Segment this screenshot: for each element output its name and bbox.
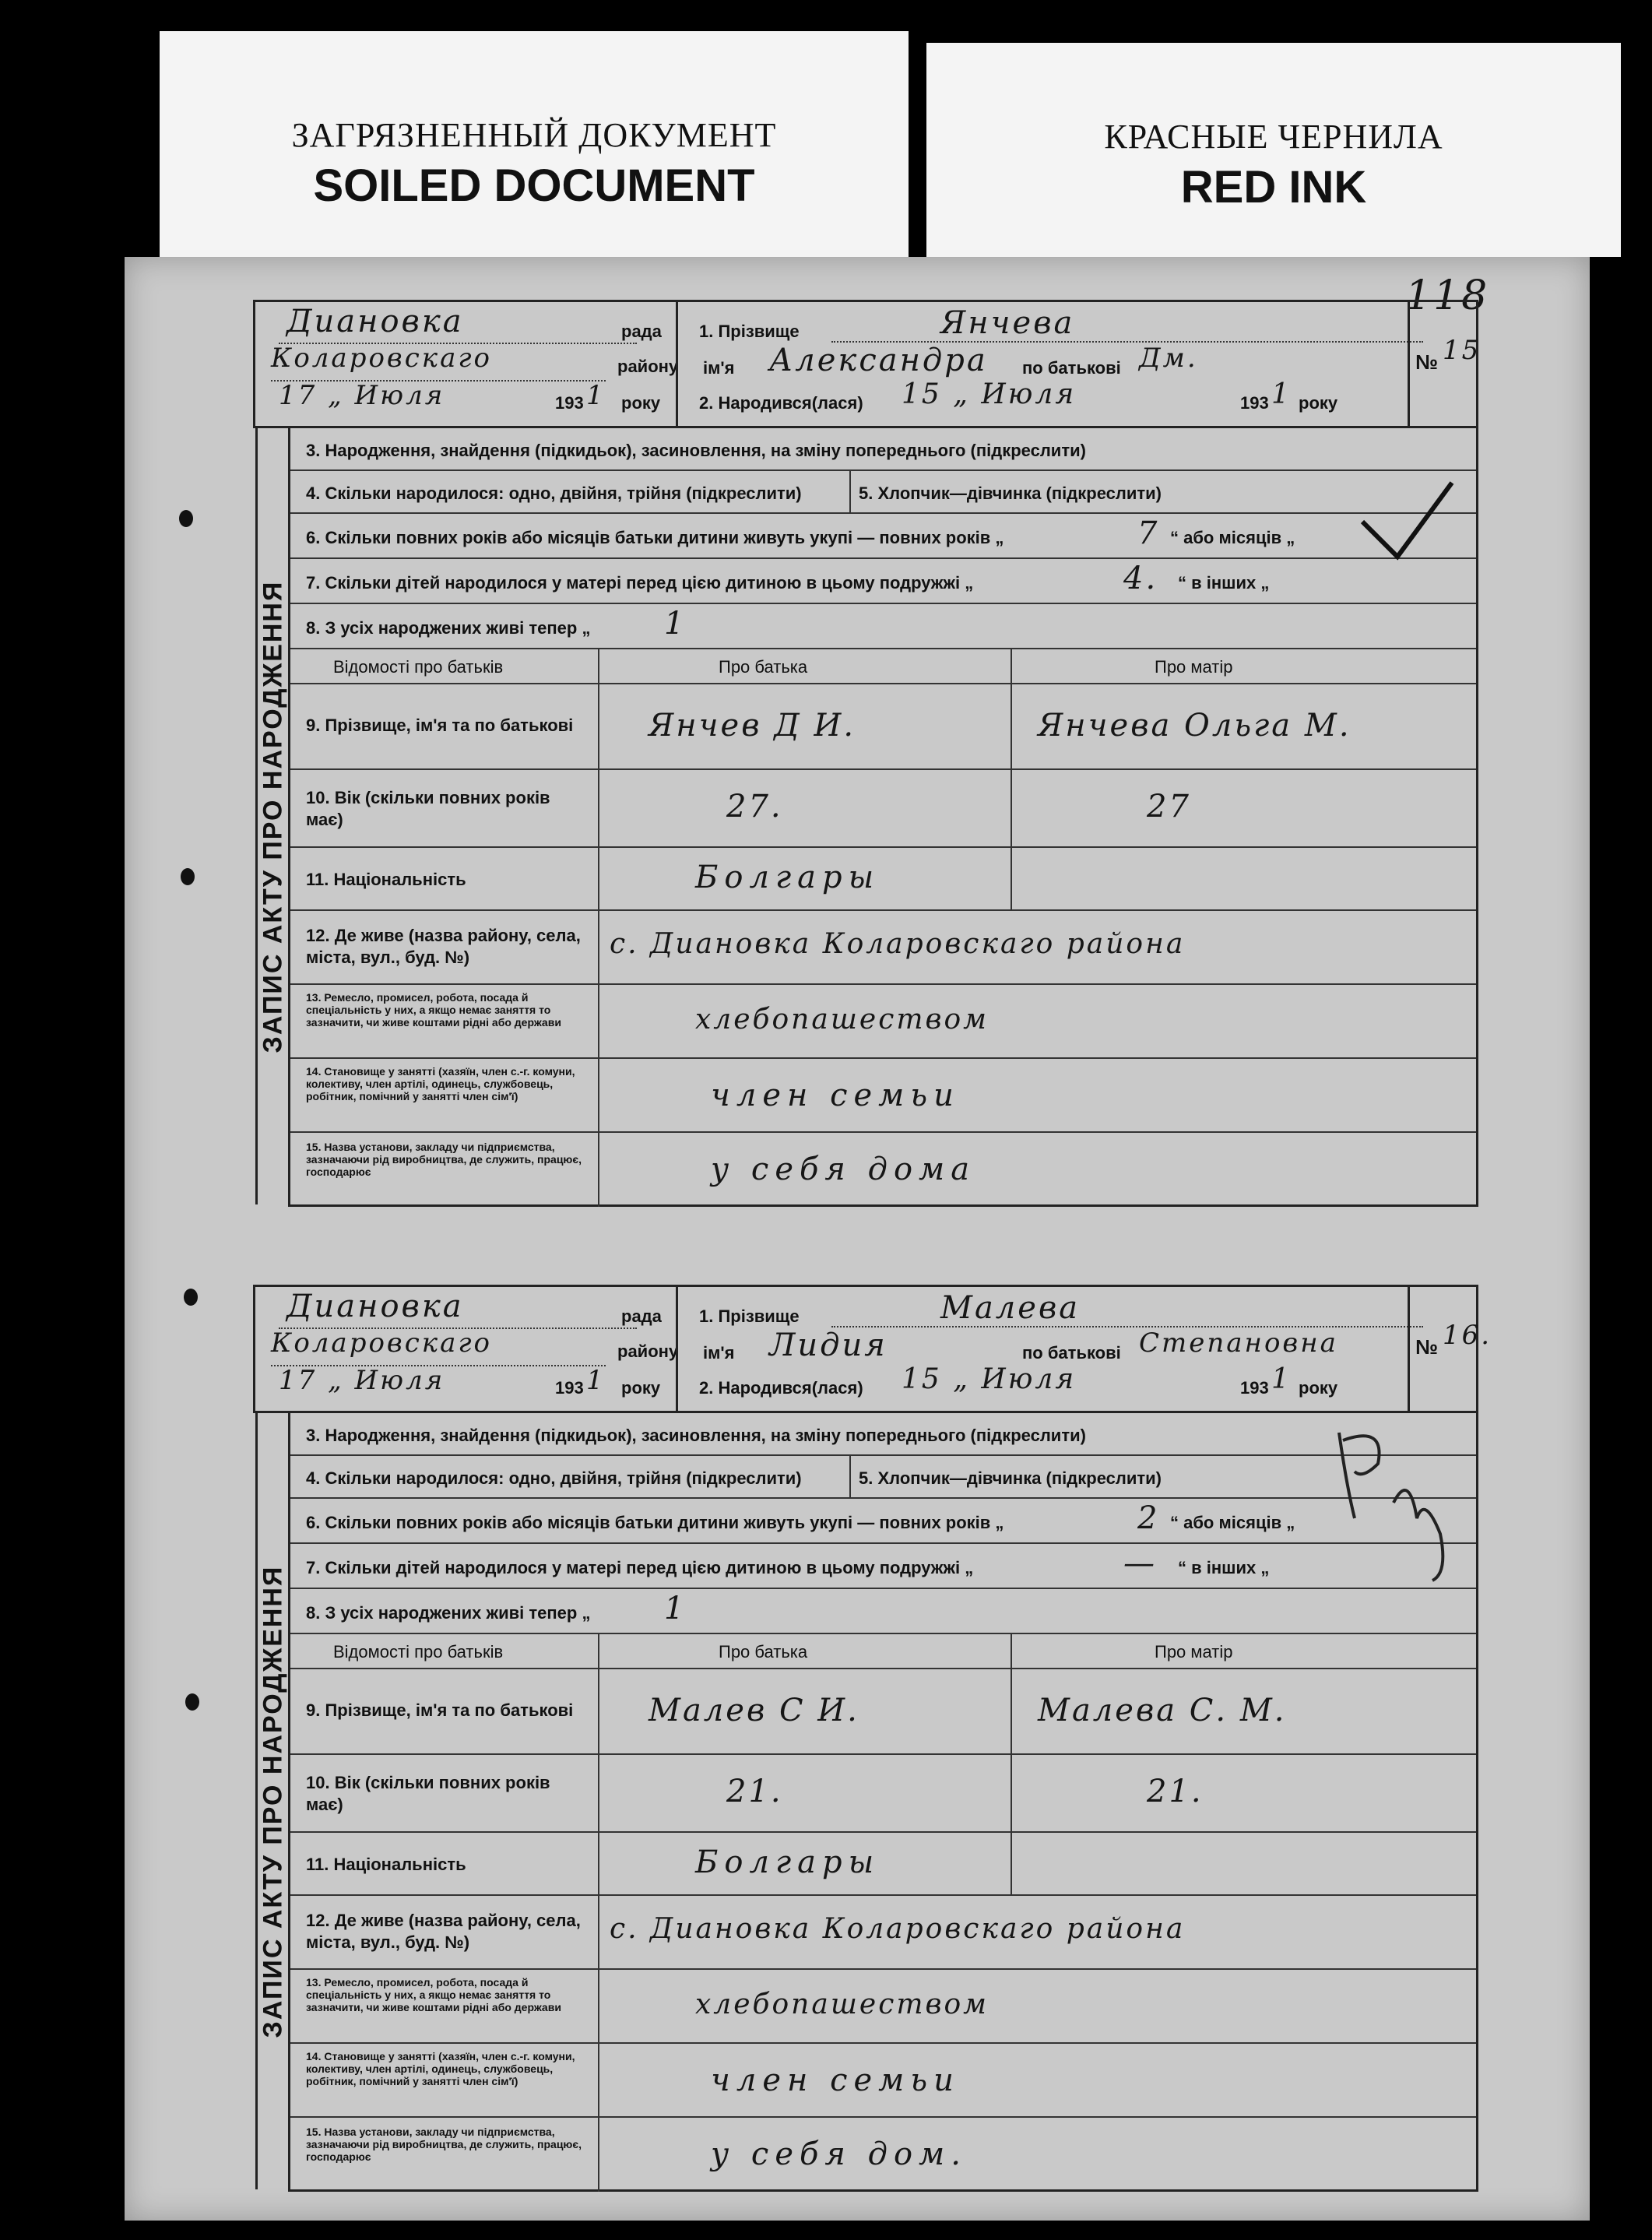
field-6b-label: “ або місяців „: [1170, 528, 1295, 547]
side-title: [255, 428, 290, 1204]
field-13-label: 13. Ремесло, промисел, робота, посада й спеціальність у них, а якщо немає заняття то зазначити, чи живе коштами рідні або держави: [306, 991, 561, 1029]
born-year-label: року: [1299, 393, 1338, 413]
patronymic-label: по батькові: [1022, 1343, 1121, 1363]
nationality-value: Болгары: [695, 860, 880, 895]
born-value: 15 „ Июля: [902, 1363, 1077, 1395]
surname-label: 1. Прізвище: [699, 322, 800, 341]
children-before-value: —: [1123, 1545, 1157, 1581]
field-7b-label: “ в інших „: [1178, 1558, 1270, 1577]
field-4-label: 4. Скільки народилося: одно, двійня, трійня (підкреслити): [306, 484, 802, 503]
reg-year-label: року: [621, 1378, 661, 1398]
row-14: [290, 1059, 1476, 1133]
field-10-label: 10. Вік (скільки повних років має): [306, 788, 550, 829]
row-13: [290, 1970, 1476, 2044]
record-header: [253, 1285, 1492, 1413]
rada-value: Диановка: [286, 1289, 464, 1324]
field-6-label: 6. Скільки повних років або місяців батьки дитини живуть укупі — повних років „: [306, 1513, 1004, 1532]
header-separator: [676, 1287, 678, 1411]
field-8-label: 8. З усіх народжених живі тепер „: [306, 618, 591, 638]
patronymic-label: по батькові: [1022, 358, 1121, 378]
row-3: [290, 428, 1476, 471]
row-11: [290, 848, 1476, 911]
born-year-value: 1: [1271, 1363, 1292, 1395]
header-separator: [676, 302, 678, 426]
patronymic-value: Дм.: [1139, 343, 1198, 374]
reg-date-value: 17 „ Июля: [279, 1365, 445, 1396]
name-value: Лидия: [769, 1327, 888, 1363]
soiled-label-ru: ЗАГРЯЗНЕННЫЙ ДОКУМЕНТ: [291, 116, 777, 154]
row-15: [290, 2118, 1476, 2192]
side-title: [255, 1413, 290, 2189]
row-15: [290, 1133, 1476, 1207]
record-body: [258, 428, 1478, 1207]
field-15-label: 15. Назва установи, закладу чи підприємства, зазначаючи рід виробництва, де служить, працює, господарює: [306, 1141, 582, 1178]
row-13: [290, 985, 1476, 1059]
mother-age-value: 21.: [1147, 1774, 1204, 1809]
position-value: член семьи: [711, 1078, 960, 1113]
mother-name-value: Янчева Ольга М.: [1038, 708, 1351, 744]
punch-hole: [181, 868, 195, 885]
record-number: 16.: [1443, 1320, 1492, 1351]
rada-label: рада: [621, 322, 662, 341]
field-10-label: 10. Вік (скільки повних років має): [306, 1773, 550, 1814]
side-title-text: ЗАПИС АКТУ ПРО НАРОДЖЕННЯ: [258, 580, 287, 1053]
row-9: [290, 1669, 1476, 1755]
mother-name-value: Малева С. М.: [1038, 1693, 1287, 1728]
field-14-label: 14. Становище у занятті (хазяїн, член с.-г. комуни, колективу, член артілі, одинець, службовець, робітник, помічний у занятті член сім'ї): [306, 1065, 575, 1102]
reg-year-prefix: 193: [555, 393, 584, 413]
field-14-label: 14. Становище у занятті (хазяїн, член с.-г. комуни, колективу, член артілі, одинець, службовець, робітник, помічний у занятті член сім'ї): [306, 2050, 575, 2087]
field-4-label: 4. Скільки народилося: одно, двійня, трійня (підкреслити): [306, 1468, 802, 1488]
born-year-prefix: 193: [1240, 1378, 1269, 1398]
row-10: [290, 1755, 1476, 1833]
born-year-prefix: 193: [1240, 393, 1269, 413]
rada-label: рада: [621, 1306, 662, 1326]
occupation-value: хлебопашеством: [695, 1004, 989, 1036]
occupation-value: хлебопашеством: [695, 1989, 989, 2020]
surname-label: 1. Прізвище: [699, 1306, 800, 1326]
patronymic-value: Степановна: [1139, 1327, 1338, 1359]
row-4-5: [290, 1456, 1476, 1499]
father-age-value: 21.: [726, 1774, 783, 1809]
col-father-header: Про батька: [719, 1642, 808, 1662]
divider: [849, 471, 851, 514]
field-15-label: 15. Назва установи, закладу чи підприємства, зазначаючи рід виробництва, де служить, працює, господарює: [306, 2126, 582, 2163]
alive-value: 1: [664, 606, 687, 642]
red-ink-label-en: RED INK: [1180, 162, 1367, 213]
years-together-value: 7: [1137, 515, 1160, 551]
reg-year-prefix: 193: [555, 1378, 584, 1398]
field-9-label: 9. Прізвище, ім'я та по батькові: [306, 1700, 574, 1720]
name-label: ім'я: [703, 1343, 735, 1363]
row-7: [290, 1544, 1476, 1589]
reg-year-value: 1: [586, 380, 606, 411]
record-number: 15: [1443, 335, 1482, 366]
born-year-value: 1: [1271, 378, 1292, 410]
divider: [849, 1456, 851, 1499]
field-9-label: 9. Прізвище, ім'я та по батькові: [306, 716, 574, 735]
row-6: [290, 514, 1476, 559]
number-label: №: [1415, 1335, 1438, 1359]
field-6-label: 6. Скільки повних років або місяців батьки дитини живуть укупі — повних років „: [306, 528, 1004, 547]
residence-value: с. Диановка Коларовскаго района: [610, 928, 1186, 960]
rayon-label: району: [617, 357, 679, 376]
workplace-value: у себя дома: [711, 1152, 976, 1187]
soiled-label-en: SOILED DOCUMENT: [313, 160, 755, 211]
field-12-label: 12. Де живе (назва району, села, міста, вул., буд. №): [306, 1911, 581, 1952]
initials-mark: [1323, 1417, 1464, 1588]
father-name-value: Янчев Д И.: [648, 708, 856, 744]
father-name-value: Малев С И.: [648, 1693, 859, 1728]
nationality-value: Болгары: [695, 1844, 880, 1880]
field-7-label: 7. Скільки дітей народилося у матері перед цією дитиною в цьому подружжі „: [306, 1558, 974, 1577]
col-mother-header: Про матір: [1155, 657, 1233, 677]
row-3: [290, 1413, 1476, 1456]
field-12-label: 12. Де живе (назва району, села, міста, вул., буд. №): [306, 926, 581, 967]
residence-value: с. Диановка Коларовскаго района: [610, 1913, 1186, 1945]
reg-year-label: року: [621, 393, 661, 413]
row-12: [290, 911, 1476, 985]
row-12: [290, 1896, 1476, 1970]
parents-header-row: [290, 1634, 1476, 1669]
years-together-value: 2: [1137, 1500, 1160, 1536]
row-4-5: [290, 471, 1476, 514]
alive-value: 1: [664, 1591, 687, 1626]
row-8: [290, 1589, 1476, 1634]
parents-header-row: [290, 649, 1476, 684]
row-14: [290, 2044, 1476, 2118]
red-ink-label: [926, 43, 1621, 257]
birth-record-2: [253, 1285, 1492, 2192]
side-title-text: ЗАПИС АКТУ ПРО НАРОДЖЕННЯ: [258, 1565, 287, 2038]
field-8-label: 8. З усіх народжених живі тепер „: [306, 1603, 591, 1623]
punch-hole: [184, 1289, 198, 1306]
field-7b-label: “ в інших „: [1178, 573, 1270, 593]
row-11: [290, 1833, 1476, 1896]
record-header: [253, 300, 1482, 428]
red-ink-label-ru: КРАСНЫЕ ЧЕРНИЛА: [1104, 118, 1443, 156]
col-father-header: Про батька: [719, 657, 808, 677]
reg-year-value: 1: [586, 1365, 606, 1396]
rayon-value: Коларовскаго: [271, 343, 492, 374]
born-value: 15 „ Июля: [902, 378, 1077, 410]
soiled-document-label: [160, 31, 909, 257]
surname-value: Малева: [940, 1290, 1081, 1326]
field-5-label: 5. Хлопчик—дівчинка (підкреслити): [859, 1468, 1162, 1488]
field-11-label: 11. Національність: [306, 870, 466, 889]
children-before-value: 4.: [1123, 561, 1158, 596]
page-number: 118: [1405, 273, 1490, 319]
row-6: [290, 1499, 1476, 1544]
check-mark: [1355, 467, 1464, 568]
row-9: [290, 684, 1476, 770]
header-separator: [1408, 302, 1410, 426]
birth-record-1: [253, 300, 1482, 1207]
born-label: 2. Народився(лася): [699, 1378, 863, 1398]
row-7: [290, 559, 1476, 604]
rada-value: Диановка: [286, 304, 464, 339]
field-6b-label: “ або місяців „: [1170, 1513, 1295, 1532]
col-mother-header: Про матір: [1155, 1642, 1233, 1662]
rayon-value: Коларовскаго: [271, 1327, 492, 1359]
field-7-label: 7. Скільки дітей народилося у матері перед цією дитиною в цьому подружжі „: [306, 573, 974, 593]
field-3-label: 3. Народження, знайдення (підкидьок), засиновлення, на зміну попереднього (підкреслити): [306, 1426, 1086, 1445]
header-separator: [1408, 1287, 1410, 1411]
col-info-header: Відомості про батьків: [333, 657, 504, 677]
workplace-value: у себя дом.: [711, 2136, 967, 2172]
mother-age-value: 27: [1147, 789, 1191, 825]
row-10: [290, 770, 1476, 848]
born-year-label: року: [1299, 1378, 1338, 1398]
reg-date-value: 17 „ Июля: [279, 380, 445, 411]
born-label: 2. Народився(лася): [699, 393, 863, 413]
field-11-label: 11. Національність: [306, 1855, 466, 1874]
record-body: [258, 1413, 1478, 2192]
field-3-label: 3. Народження, знайдення (підкидьок), засиновлення, на зміну попереднього (підкреслити): [306, 441, 1086, 460]
number-label: №: [1415, 350, 1438, 374]
col-info-header: Відомості про батьків: [333, 1642, 504, 1662]
name-value: Александра: [769, 343, 988, 378]
position-value: член семьи: [711, 2062, 960, 2098]
field-13-label: 13. Ремесло, промисел, робота, посада й спеціальність у них, а якщо немає заняття то зазначити, чи живе коштами рідні або держави: [306, 1976, 561, 2013]
rayon-label: району: [617, 1342, 679, 1361]
father-age-value: 27.: [726, 789, 783, 825]
surname-value: Янчева: [940, 305, 1075, 341]
field-5-label: 5. Хлопчик—дівчинка (підкреслити): [859, 484, 1162, 503]
punch-hole: [185, 1693, 199, 1711]
row-8: [290, 604, 1476, 649]
name-label: ім'я: [703, 358, 735, 378]
punch-hole: [179, 510, 193, 527]
